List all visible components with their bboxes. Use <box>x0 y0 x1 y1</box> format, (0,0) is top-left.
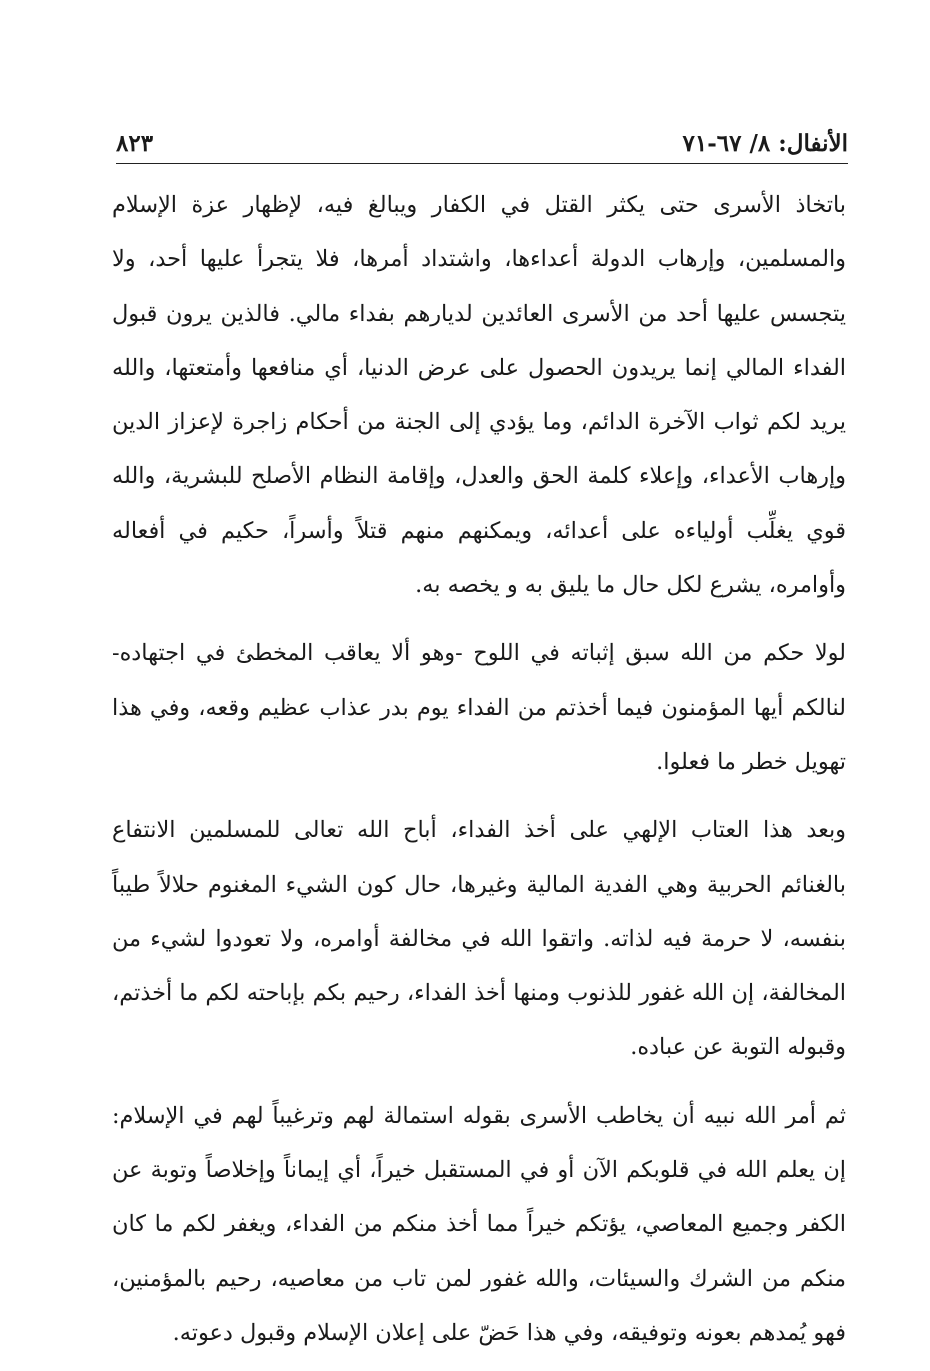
paragraph: باتخاذ الأسرى حتى يكثر القتل في الكفار ويبالغ فيه، لإظهار عزة الإسلام والمسلمين، وإرهاب الدولة أعداءها، واشتداد أمرها، فلا يتجرأ عليها أحد، ولا يتجسس عليها أحد من الأسرى العائدين لديارهم بفداء مالي. فالذين يرون قبول الفداء المالي إنما يريدون الحصول على عرض الدنيا، أي منافعها وأمتعتها، والله يريد لكم ثواب الآخرة الدائم، وما يؤدي إلى الجنة من أحكام زاجرة لإعزاز الدين وإرهاب الأعداء، وإعلاء كلمة الحق والعدل، وإقامة النظام الأصلح للبشرية، والله قوي يغلِّب أولياءه على أعدائه، ويمكنهم منهم قتلاً وأسراً، حكيم في أفعاله وأوامره، يشرع لكل حال ما يليق به و يخصه به. <box>112 192 846 599</box>
page-header <box>116 118 848 164</box>
paragraph: ثم أمر الله نبيه أن يخاطب الأسرى بقوله استمالة لهم وترغيباً لهم في الإسلام: إن يعلم الله في قلوبكم الآن أو في المستقبل خيراً، أي إيماناً وإخلاصاً وتوبة عن الكفر وجميع المعاصي، يؤتكم خيراً مما أخذ منكم من الفداء، ويغفر لكم ما كان منكم من الشرك والسيئات، والله غفور لمن تاب من معاصيه، رحيم بالمؤمنين، فهو يُمدهم بعونه وتوفيقه، وفي هذا حَضّ على إعلان الإسلام وقبول دعوته. <box>112 1102 847 1346</box>
running-head: الأنفال: ٨/ ٦٧-٧١ <box>682 130 848 157</box>
paragraph: لولا حكم من الله سبق إثباته في اللوح -وهو ألا يعاقب المخطئ في اجتهاده- لنالكم أيها المؤمنون فيما أخذتم من الفداء يوم بدر عذاب عظيم وقعه، وفي هذا تهويل خطر ما فعلوا. <box>112 640 846 775</box>
page-number: ٨٢٣ <box>116 130 154 157</box>
paragraph: وبعد هذا العتاب الإلهي على أخذ الفداء، أباح الله تعالى للمسلمين الانتفاع بالغنائم الحربية وهي الفدية المالية وغيرها، حال كون الشيء المغنوم حلالاً طيباً بنفسه، لا حرمة فيه لذاته. واتقوا الله في مخالفة أوامره، ولا تعودوا لشيء من المخالفة، إن الله غفور للذنوب ومنها أخذ الفداء، رحيم بكم بإباحته لكم ما أخذتم، وقبوله التوبة عن عباده. <box>112 817 846 1061</box>
body-text <box>112 178 846 1360</box>
